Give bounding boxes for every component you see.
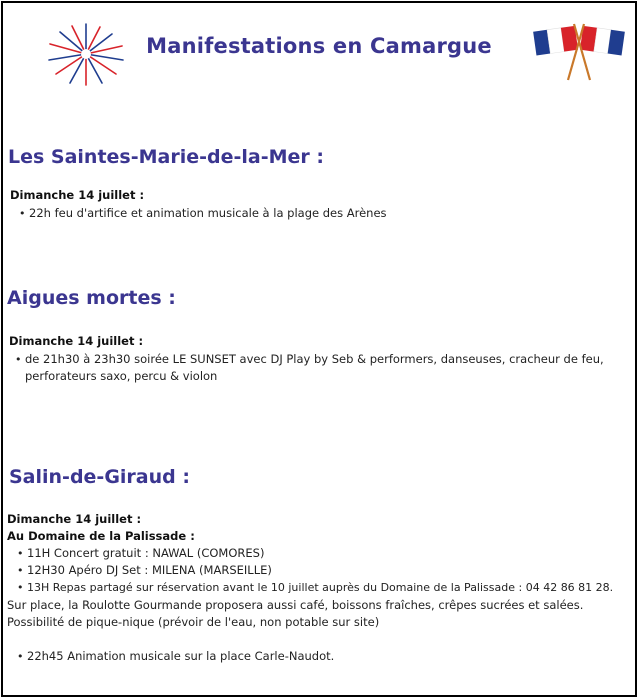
page-title: Manifestations en Camargue <box>146 34 492 58</box>
list-item: • 13H Repas partagé sur réservation avant le 10 juillet auprès du Domaine de la Palissade : 04 42 86 81 28. <box>17 581 614 594</box>
list-item: • de 21h30 à 23h30 soirée LE SUNSET avec DJ Play by Seb & performers, danseuses, cracheur de feu, perforateurs saxo, percu & violon <box>15 352 604 383</box>
section-heading: Salin-de-Giraud : <box>9 466 190 488</box>
french-flags-icon <box>530 16 628 82</box>
note-line: Sur place, la Roulotte Gourmande proposera aussi café, boissons fraîches, crêpes sucrées et salées. <box>7 598 584 612</box>
list-item: • 11H Concert gratuit : NAWAL (COMORES) <box>17 546 265 560</box>
section-day: Dimanche 14 juillet : <box>7 512 142 526</box>
list-item: • 22h45 Animation musicale sur la place Carle-Naudot. <box>17 649 335 663</box>
section-heading: Aigues mortes : <box>7 287 176 309</box>
section-day: Dimanche 14 juillet : <box>10 188 145 202</box>
list-item: • 12H30 Apéro DJ Set : MILENA (MARSEILLE) <box>17 563 272 577</box>
venue-label: Au Domaine de la Palissade : <box>7 529 195 543</box>
note-line: Possibilité de pique-nique (prévoir de l'eau, non potable sur site) <box>7 615 380 629</box>
section-heading: Les Saintes-Marie-de-la-Mer : <box>8 146 324 168</box>
list-item: • 22h feu d'artifice et animation musicale à la plage des Arènes <box>19 206 387 220</box>
section-day: Dimanche 14 juillet : <box>9 334 144 348</box>
